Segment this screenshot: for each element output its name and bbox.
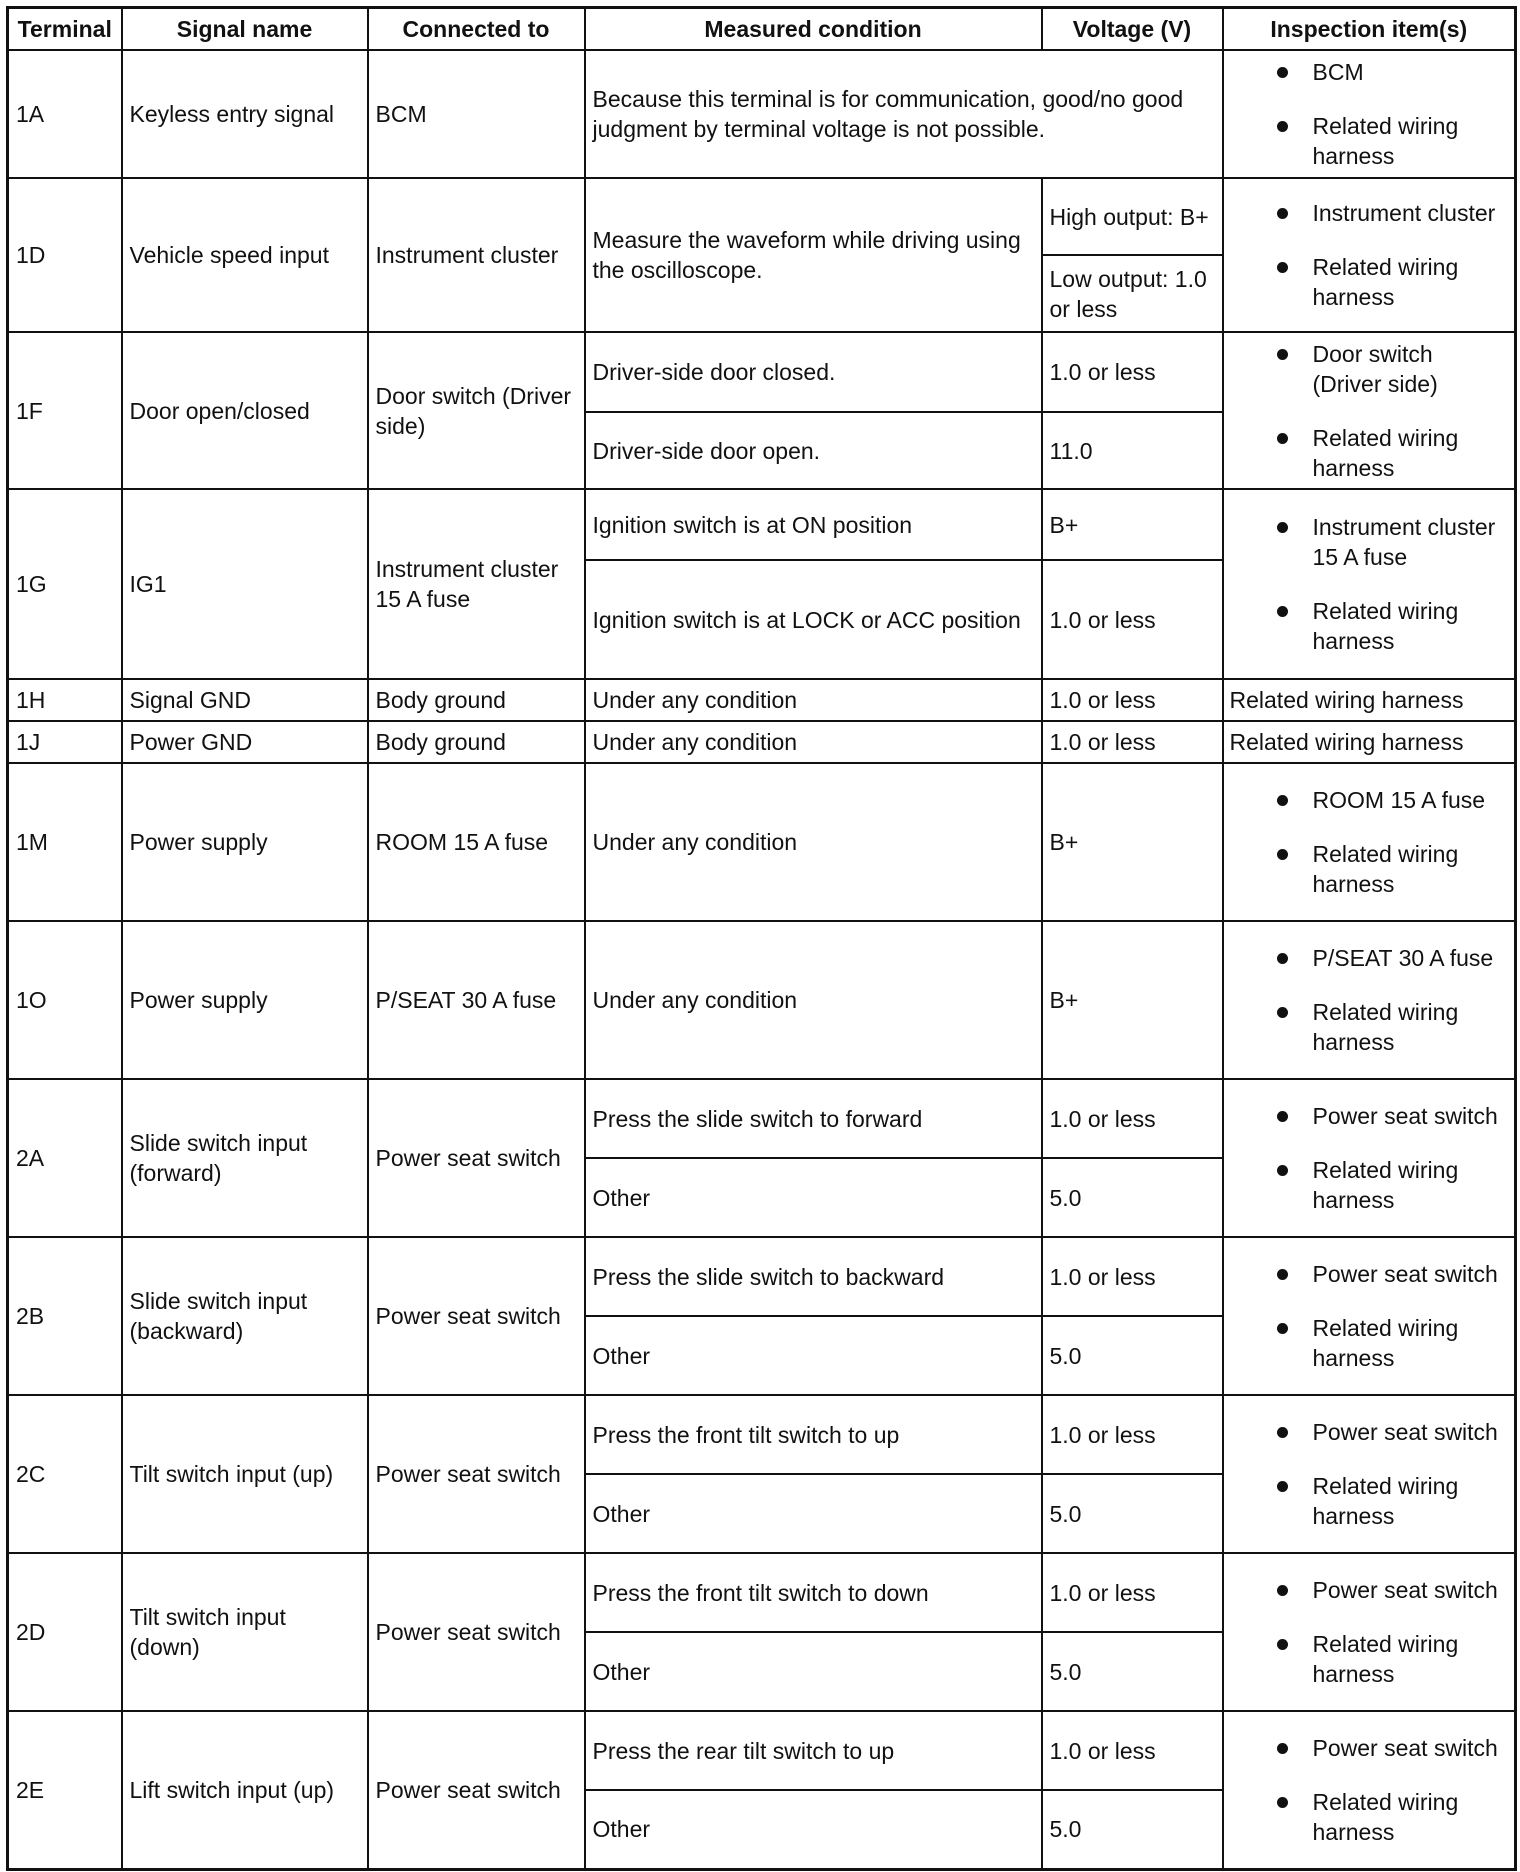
connected-to-cell: Body ground (368, 721, 585, 763)
voltage-cell: 1.0 or less (1042, 679, 1223, 721)
inspection-item: Power seat switch (1231, 1733, 1508, 1763)
header-connected-to: Connected to (368, 8, 585, 51)
signal-name-cell: Power supply (122, 921, 368, 1079)
inspection-item: Power seat switch (1231, 1259, 1508, 1289)
measured-condition-cell: Press the rear tilt switch to up (585, 1711, 1042, 1790)
inspection-item: Related wiring harness (1231, 423, 1508, 483)
measured-condition-cell: Ignition switch is at ON position (585, 489, 1042, 560)
connected-to-cell: ROOM 15 A fuse (368, 763, 585, 921)
connected-to-cell: Power seat switch (368, 1395, 585, 1553)
header-inspection-items: Inspection item(s) (1223, 8, 1516, 51)
terminal-inspection-sheet (6, 6, 1514, 1866)
voltage-cell: 1.0 or less (1042, 332, 1223, 412)
measured-condition-cell: Press the slide switch to backward (585, 1237, 1042, 1316)
inspection-item: Instrument cluster (1231, 198, 1508, 228)
inspection-cell (1223, 1711, 1516, 1869)
header-voltage: Voltage (V) (1042, 8, 1223, 51)
measured-condition-cell: Driver-side door open. (585, 412, 1042, 489)
inspection-item: Related wiring harness (1231, 1313, 1508, 1373)
inspection-item: Door switch (Driver side) (1231, 339, 1508, 399)
signal-name-cell: Slide switch input (backward) (122, 1237, 368, 1395)
inspection-item: Related wiring harness (1231, 252, 1508, 312)
voltage-cell: 1.0 or less (1042, 1395, 1223, 1474)
header-signal-name: Signal name (122, 8, 368, 51)
measured-condition-cell: Ignition switch is at LOCK or ACC position (585, 560, 1042, 679)
signal-name-cell: Tilt switch input (up) (122, 1395, 368, 1553)
voltage-cell: 5.0 (1042, 1632, 1223, 1711)
inspection-cell (1223, 1395, 1516, 1553)
connected-to-cell: P/SEAT 30 A fuse (368, 921, 585, 1079)
voltage-cell: 5.0 (1042, 1790, 1223, 1869)
measured-condition-cell: Under any condition (585, 763, 1042, 921)
inspection-cell (1223, 178, 1516, 332)
voltage-cell: 1.0 or less (1042, 1553, 1223, 1632)
voltage-cell: B+ (1042, 763, 1223, 921)
measured-condition-cell: Press the front tilt switch to down (585, 1553, 1042, 1632)
voltage-cell: 11.0 (1042, 412, 1223, 489)
table-row (8, 332, 1516, 412)
voltage-cell: 1.0 or less (1042, 1237, 1223, 1316)
terminal-cell: 1A (8, 50, 122, 178)
measured-condition-cell: Under any condition (585, 679, 1042, 721)
inspection-item: Related wiring harness (1231, 839, 1508, 899)
inspection-cell: Related wiring harness (1223, 679, 1516, 721)
voltage-cell: 5.0 (1042, 1158, 1223, 1237)
measured-condition-cell: Other (585, 1474, 1042, 1553)
connected-to-cell: Instrument cluster (368, 178, 585, 332)
inspection-item: Power seat switch (1231, 1575, 1508, 1605)
inspection-cell (1223, 489, 1516, 679)
inspection-item: Related wiring harness (1231, 1787, 1508, 1847)
signal-name-cell: Vehicle speed input (122, 178, 368, 332)
table-row (8, 921, 1516, 1079)
signal-name-cell: Lift switch input (up) (122, 1711, 368, 1869)
table-row (8, 1553, 1516, 1632)
terminal-cell: 2E (8, 1711, 122, 1869)
terminal-cell: 1M (8, 763, 122, 921)
measured-condition-cell: Other (585, 1790, 1042, 1869)
inspection-cell (1223, 332, 1516, 489)
inspection-item: Related wiring harness (1231, 1471, 1508, 1531)
inspection-item: Power seat switch (1231, 1101, 1508, 1131)
table-row (8, 1395, 1516, 1474)
connected-to-cell: Instrument cluster 15 A fuse (368, 489, 585, 679)
terminal-cell: 2B (8, 1237, 122, 1395)
table-row (8, 1711, 1516, 1790)
header-terminal: Terminal (8, 8, 122, 51)
measured-condition-cell: Under any condition (585, 921, 1042, 1079)
measured-condition-cell: Other (585, 1316, 1042, 1395)
terminal-cell: 2D (8, 1553, 122, 1711)
signal-name-cell: Signal GND (122, 679, 368, 721)
voltage-cell: 1.0 or less (1042, 1079, 1223, 1158)
inspection-item: Related wiring harness (1231, 1629, 1508, 1689)
inspection-item: BCM (1231, 57, 1508, 87)
voltage-cell: 5.0 (1042, 1316, 1223, 1395)
measured-condition-cell: Other (585, 1158, 1042, 1237)
inspection-cell (1223, 1079, 1516, 1237)
table-row (8, 1237, 1516, 1316)
measured-condition-cell: Under any condition (585, 721, 1042, 763)
voltage-cell: High output: B+ (1042, 178, 1223, 255)
connected-to-cell: Power seat switch (368, 1553, 585, 1711)
measured-condition-cell: Other (585, 1632, 1042, 1711)
inspection-item: Related wiring harness (1231, 111, 1508, 171)
table-row (8, 763, 1516, 921)
signal-name-cell: Keyless entry signal (122, 50, 368, 178)
inspection-item: Power seat switch (1231, 1417, 1508, 1447)
inspection-item: Related wiring harness (1231, 997, 1508, 1057)
connected-to-cell: Power seat switch (368, 1079, 585, 1237)
measured-condition-cell: Press the front tilt switch to up (585, 1395, 1042, 1474)
inspection-cell (1223, 1553, 1516, 1711)
voltage-cell: 5.0 (1042, 1474, 1223, 1553)
measured-condition-cell: Measure the waveform while driving using the oscilloscope. (585, 178, 1042, 332)
voltage-cell: 1.0 or less (1042, 560, 1223, 679)
inspection-cell (1223, 763, 1516, 921)
measured-condition-cell: Because this terminal is for communication, good/no good judgment by terminal voltage is not possible. (585, 50, 1223, 178)
table-row (8, 721, 1516, 763)
header-row (8, 8, 1516, 51)
signal-name-cell: Power supply (122, 763, 368, 921)
signal-name-cell: Tilt switch input (down) (122, 1553, 368, 1711)
terminal-cell: 1D (8, 178, 122, 332)
inspection-item: Related wiring harness (1231, 596, 1508, 656)
header-measured-condition: Measured condition (585, 8, 1042, 51)
terminal-cell: 2A (8, 1079, 122, 1237)
voltage-cell: 1.0 or less (1042, 721, 1223, 763)
inspection-cell (1223, 50, 1516, 178)
terminal-cell: 2C (8, 1395, 122, 1553)
signal-name-cell: IG1 (122, 489, 368, 679)
voltage-cell: Low output: 1.0 or less (1042, 255, 1223, 332)
inspection-item: ROOM 15 A fuse (1231, 785, 1508, 815)
measured-condition-cell: Driver-side door closed. (585, 332, 1042, 412)
connected-to-cell: Power seat switch (368, 1237, 585, 1395)
inspection-cell (1223, 1237, 1516, 1395)
voltage-cell: B+ (1042, 489, 1223, 560)
terminal-cell: 1O (8, 921, 122, 1079)
inspection-cell (1223, 921, 1516, 1079)
voltage-cell: 1.0 or less (1042, 1711, 1223, 1790)
table-row (8, 489, 1516, 560)
inspection-cell: Related wiring harness (1223, 721, 1516, 763)
connected-to-cell: Body ground (368, 679, 585, 721)
terminal-cell: 1H (8, 679, 122, 721)
signal-name-cell: Door open/closed (122, 332, 368, 489)
voltage-cell: B+ (1042, 921, 1223, 1079)
inspection-item: Instrument cluster 15 A fuse (1231, 512, 1508, 572)
signal-name-cell: Power GND (122, 721, 368, 763)
measured-condition-cell: Press the slide switch to forward (585, 1079, 1042, 1158)
terminal-cell: 1F (8, 332, 122, 489)
table-row (8, 178, 1516, 255)
table-row (8, 679, 1516, 721)
signal-name-cell: Slide switch input (forward) (122, 1079, 368, 1237)
terminal-voltage-table (6, 6, 1517, 1871)
connected-to-cell: Power seat switch (368, 1711, 585, 1869)
table-row (8, 50, 1516, 178)
inspection-item: P/SEAT 30 A fuse (1231, 943, 1508, 973)
terminal-cell: 1G (8, 489, 122, 679)
table-row (8, 1079, 1516, 1158)
connected-to-cell: Door switch (Driver side) (368, 332, 585, 489)
inspection-item: Related wiring harness (1231, 1155, 1508, 1215)
terminal-cell: 1J (8, 721, 122, 763)
connected-to-cell: BCM (368, 50, 585, 178)
